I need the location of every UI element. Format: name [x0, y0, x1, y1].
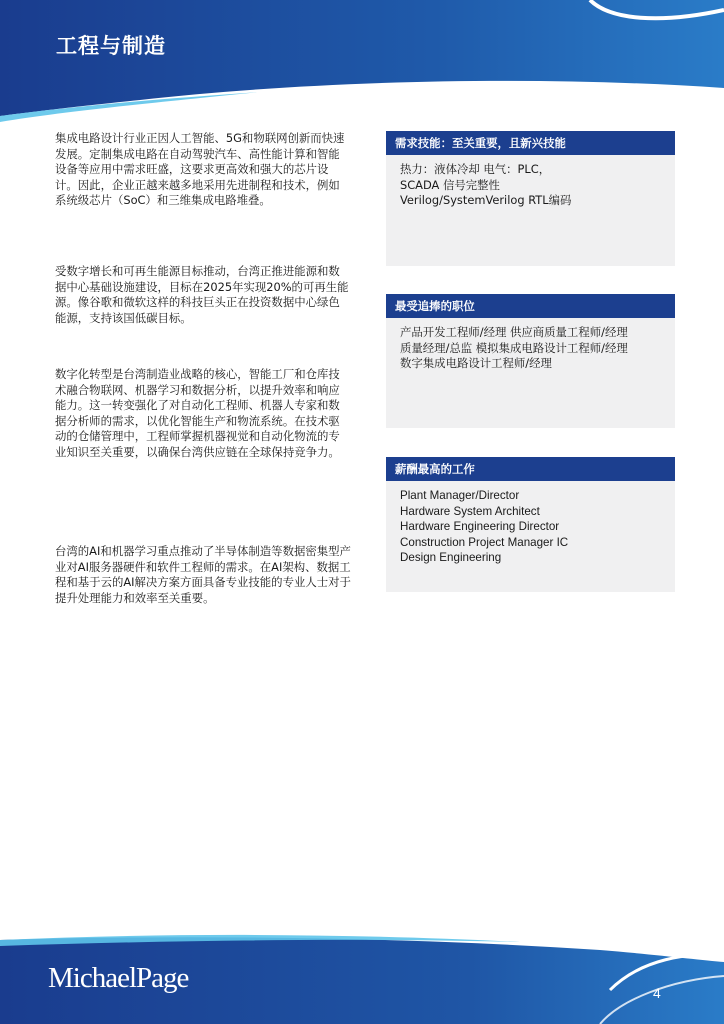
highest-paid-card-title: 薪酬最高的工作	[386, 457, 675, 481]
page-title: 工程与制造	[56, 34, 166, 58]
paragraph-ic-design: 集成电路设计行业正因人工智能、5G和物联网创新而快速发展。定制集成电路在自动驾驶汽车、高性能计算和智能设备等应用中需求旺盛，这要求更高效和强大的芯片设计。因此，企业正越来越多地采用先进制程和技术，例如系统级芯片（SoC）和三维集成电路堆叠。	[55, 131, 345, 208]
roles-card-body: 产品开发工程师/经理 供应商质量工程师/经理 质量经理/总监 模拟集成电路设计工程师/经理 数字集成电路设计工程师/经理	[400, 325, 628, 370]
paragraph-energy: 受数字增长和可再生能源目标推动，台湾正推进能源和数据中心基础设施建设，目标在2025年实现20%的可再生能源。像谷歌和微软这样的科技巨头正在投资数据中心绿色能源，支持该国低碳目标。	[55, 264, 349, 325]
michael-page-logo: MichaelPage	[48, 962, 189, 994]
roles-card-title: 最受追捧的职位	[386, 294, 675, 318]
header-banner	[0, 0, 724, 130]
page-number: 4	[653, 985, 661, 1001]
paragraph-digital-transformation: 数字化转型是台湾制造业战略的核心，智能工厂和仓库技术融合物联网、机器学习和数据分析，以提升效率和响应能力。这一转变强化了对自动化工程师、机器人专家和数据分析师的需求，以优化智能生产和物流系统。在技术驱动的仓储管理中，工程师掌握机器视觉和自动化物流的专业知识至关重要，以确保台湾供应链在全球保持竞争力。	[55, 367, 340, 459]
skills-card-title: 需求技能：至关重要，且新兴技能	[386, 131, 675, 155]
roles-card	[386, 294, 675, 428]
highest-paid-card	[386, 457, 675, 592]
skills-card-body: 热力：液体冷却 电气：PLC，SCADA 信号完整性 Verilog/SystemVerilog RTL编码	[400, 162, 572, 207]
highest-paid-card-body: Plant Manager/Director Hardware System Architect Hardware Engineering Director Construction Project Manager IC Design Engineering	[400, 489, 569, 564]
paragraph-ai: 台湾的AI和机器学习重点推动了半导体制造等数据密集型产业对AI服务器硬件和软件工程师的需求。在AI架构、数据工程和基于云的AI解决方案方面具备专业技能的专业人士对于提升处理能力和效率至关重要。	[55, 544, 351, 605]
skills-card	[386, 131, 675, 266]
